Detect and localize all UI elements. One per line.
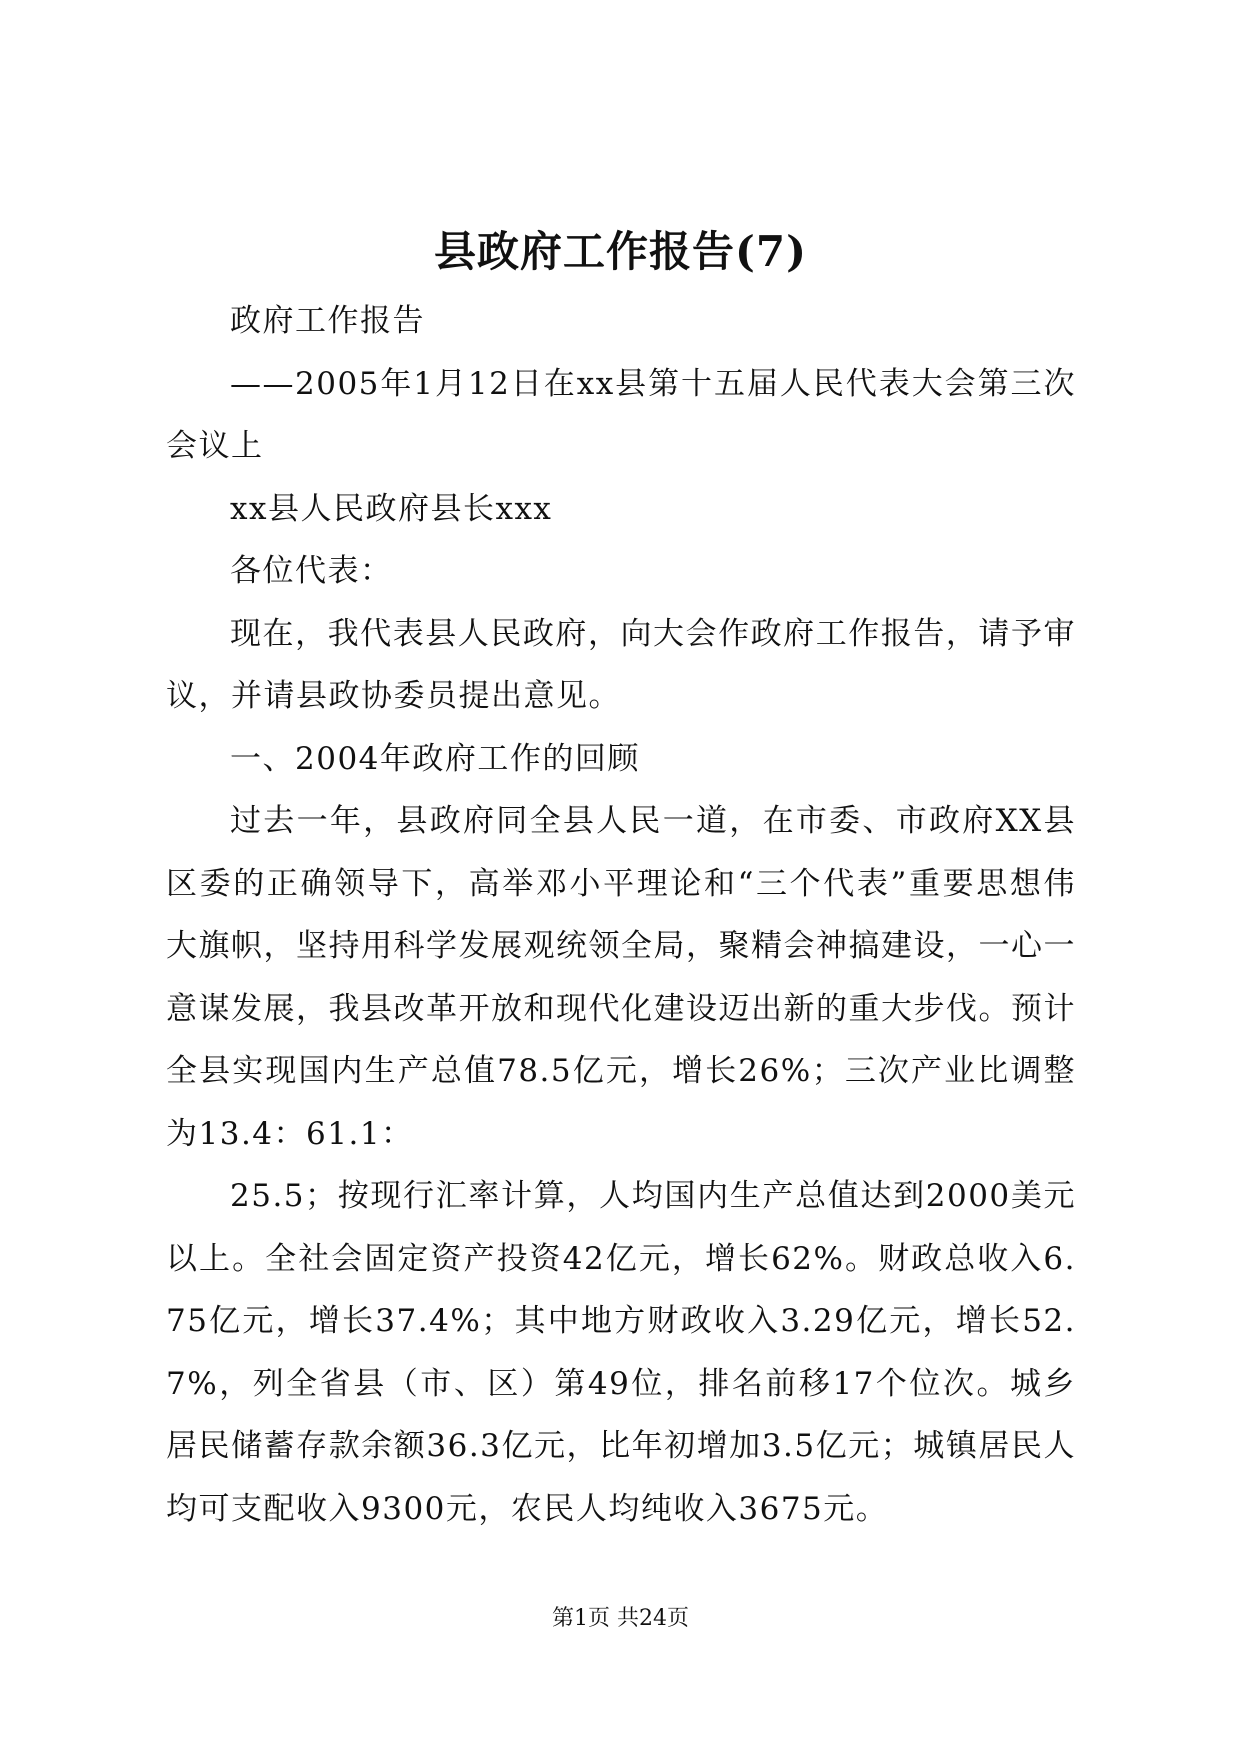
review-paragraph: 过去一年，县政府同全县人民一道，在市委、市政府XX县区委的正确领导下，高举邓小平理论和“三个代表”重要思想伟大旗帜，坚持用科学发展观统领全局，聚精会神搞建设，一心一意谋发展，我县改革开放和现代化建设迈出新的重大步伐。预计全县实现国内生产总值78.5亿元，增长26%；三次产业比调整为13.4：61.1： bbox=[166, 803, 1076, 1152]
statistics-paragraph: 25.5；按现行汇率计算，人均国内生产总值达到2000美元以上。全社会固定资产投资42亿元，增长62%。财政总收入6.75亿元，增长37.4%；其中地方财政收入3.29亿元，增长52.7%，列全省县（市、区）第49位，排名前移17个位次。城乡居民储蓄存款余额36.3亿元，比年初增加3.5亿元；城镇居民人均可支配收入9300元，农民人均纯收入3675元。 bbox=[166, 1178, 1076, 1527]
salutation: 各位代表： bbox=[230, 553, 393, 589]
meeting-subtitle: ——2005年1月12日在xx县第十五届人民代表大会第三次会议上 bbox=[166, 365, 1076, 464]
speaker-line: xx县人民政府县长xxx bbox=[230, 490, 553, 527]
document-body bbox=[166, 290, 1076, 1540]
section-heading: 一、2004年政府工作的回顾 bbox=[230, 740, 640, 777]
page-footer: 第1页 共24页 bbox=[552, 1606, 689, 1631]
intro-paragraph: 现在，我代表县人民政府，向大会作政府工作报告，请予审议，并请县政协委员提出意见。 bbox=[166, 615, 1076, 714]
report-heading: 政府工作报告 bbox=[230, 303, 425, 339]
document-title: 县政府工作报告(7) bbox=[434, 227, 807, 276]
